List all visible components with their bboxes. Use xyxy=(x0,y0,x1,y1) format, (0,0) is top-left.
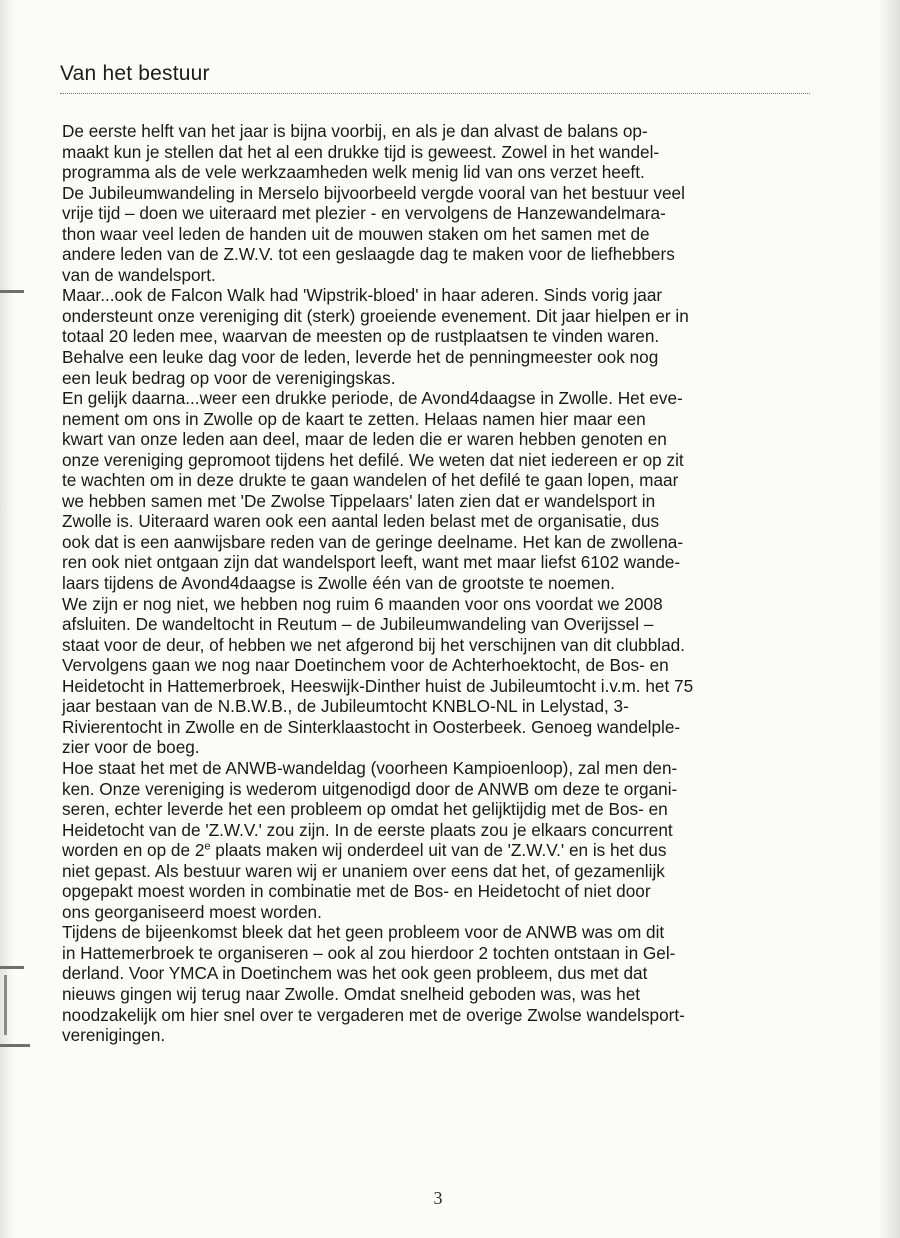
staple-mark xyxy=(0,1044,30,1047)
page-number: 3 xyxy=(433,1188,443,1208)
text-line: We zijn er nog niet, we hebben nog ruim 6 maanden voor ons voordat we 2008 xyxy=(62,593,663,614)
text-line: ren ook niet ontgaan zijn dat wandelsport leeft, want met maar liefst 6102 wande- xyxy=(62,552,681,573)
text-line: noodzakelijk om hier snel over te vergaderen met de overige Zwolse wandelsport- xyxy=(62,1004,685,1025)
text-line: totaal 20 leden mee, waarvan de meesten op de rustplaatsen te vinden waren. xyxy=(62,326,660,347)
text-line: Maar...ook de Falcon Walk had 'Wipstrik-bloed' in haar aderen. Sinds vorig jaar xyxy=(62,285,663,306)
text-line: Hoe staat het met de ANWB-wandeldag (voorheen Kampioenloop), zal men den- xyxy=(62,757,678,778)
text-line: opgepakt moest worden in combinatie met de Bos- en Heidetocht of niet door xyxy=(62,881,651,902)
text-line: ondersteunt onze vereniging dit (sterk) groeiende evenement. Dit jaar hielpen er in xyxy=(62,305,689,326)
text-line: vrije tijd – doen we uiteraard met plezier - en vervolgens de Hanzewandelmara- xyxy=(62,203,666,224)
text-line: andere leden van de Z.W.V. tot een geslaagde dag te maken voor de liefhebbers xyxy=(62,244,675,265)
text-line: Zwolle is. Uiteraard waren ook een aantal leden belast met de organisatie, dus xyxy=(62,511,660,532)
text-line: zier voor de boeg. xyxy=(62,737,200,758)
text-line: ons georganiseerd moest worden. xyxy=(62,901,322,922)
text-line: De eerste helft van het jaar is bijna voorbij, en als je dan alvast de balans op- xyxy=(62,121,648,141)
text-line: Heidetocht van de 'Z.W.V.' zou zijn. In de eerste plaats zou je elkaars concurrent xyxy=(62,819,673,840)
text-line: seren, echter leverde het een probleem op omdat het gelijktijdig met de Bos- en xyxy=(62,799,668,820)
staple-mark xyxy=(0,290,24,293)
text-line: jaar bestaan van de N.B.W.B., de Jubileumtocht KNBLO-NL in Lelystad, 3- xyxy=(62,696,629,717)
title-underline xyxy=(60,93,810,94)
staple-mark xyxy=(0,966,24,969)
text-line: Vervolgens gaan we nog naar Doetinchem voor de Achterhoektocht, de Bos- en xyxy=(62,655,669,676)
text-line: worden en op de 2e plaats maken wij onderdeel uit van de 'Z.W.V.' en is het dus xyxy=(62,840,667,861)
text-line: in Hattemerbroek te organiseren – ook al zou hierdoor 2 tochten ontstaan in Gel- xyxy=(62,942,676,963)
text-line: nieuws gingen wij terug naar Zwolle. Omdat snelheid geboden was, was het xyxy=(62,983,641,1004)
binding-shadow xyxy=(878,0,900,1238)
text-line: Heidetocht in Hattemerbroek, Heeswijk-Dinther huist de Jubileumtocht i.v.m. het 75 xyxy=(62,675,694,696)
page-edge-shadow xyxy=(0,0,14,1238)
text-line: onze vereniging gepromoot tijdens het defilé. We weten dat niet iedereen er op zit xyxy=(62,449,684,470)
text-line: van de wandelsport. xyxy=(62,264,216,285)
text-line: nement om ons in Zwolle op de kaart te zetten. Helaas namen hier maar een xyxy=(62,408,646,429)
page-title: Van het bestuur xyxy=(60,62,210,85)
text-line: De Jubileumwandeling in Merselo bijvoorbeeld vergde vooral van het bestuur veel xyxy=(62,182,685,203)
article-body xyxy=(62,121,832,1046)
text-line: laars tijdens de Avond4daagse is Zwolle één van de grootste te noemen. xyxy=(62,573,615,594)
text-line: programma als de vele werkzaamheden welk menig lid van ons verzet heeft. xyxy=(62,162,645,183)
text-line: derland. Voor YMCA in Doetinchem was het ook geen probleem, dus met dat xyxy=(62,963,648,984)
text-line: we hebben samen met 'De Zwolse Tippelaars' laten zien dat er wandelsport in xyxy=(62,490,656,511)
text-line: Behalve een leuke dag voor de leden, leverde het de penningmeester ook nog xyxy=(62,347,659,368)
text-line: Tijdens de bijeenkomst bleek dat het geen probleem voor de ANWB was om dit xyxy=(62,922,665,943)
text-line: maakt kun je stellen dat het al een drukke tijd is geweest. Zowel in het wandel- xyxy=(62,141,660,162)
text-line: afsluiten. De wandeltocht in Reutum – de Jubileumwandeling van Overijssel – xyxy=(62,614,654,635)
text-line: Rivierentocht in Zwolle en de Sinterklaastocht in Oosterbeek. Genoeg wandelple- xyxy=(62,716,681,737)
text-line: ken. Onze vereniging is wederom uitgenodigd door de ANWB om deze te organi- xyxy=(62,778,678,799)
binding-mark xyxy=(4,975,7,1035)
text-line: te wachten om in deze drukte te gaan wandelen of het defilé te gaan lopen, maar xyxy=(62,470,679,491)
text-line: een leuk bedrag op voor de verenigingskas. xyxy=(62,367,396,388)
text-line: verenigingen. xyxy=(62,1025,166,1046)
text-line: thon waar veel leden de handen uit de mouwen staken om het samen met de xyxy=(62,223,650,244)
text-line: En gelijk daarna...weer een drukke periode, de Avond4daagse in Zwolle. Het eve- xyxy=(62,388,683,409)
text-line: ook dat is een aanwijsbare reden van de geringe deelname. Het kan de zwollena- xyxy=(62,531,684,552)
text-line: kwart van onze leden aan deel, maar de leden die er waren hebben genoten en xyxy=(62,429,667,450)
text-line: niet gepast. Als bestuur waren wij er unaniem over eens dat het, of gezamenlijk xyxy=(62,860,665,881)
text-line: staat voor de deur, of hebben we net afgerond bij het verschijnen van dit clubblad. xyxy=(62,634,685,655)
